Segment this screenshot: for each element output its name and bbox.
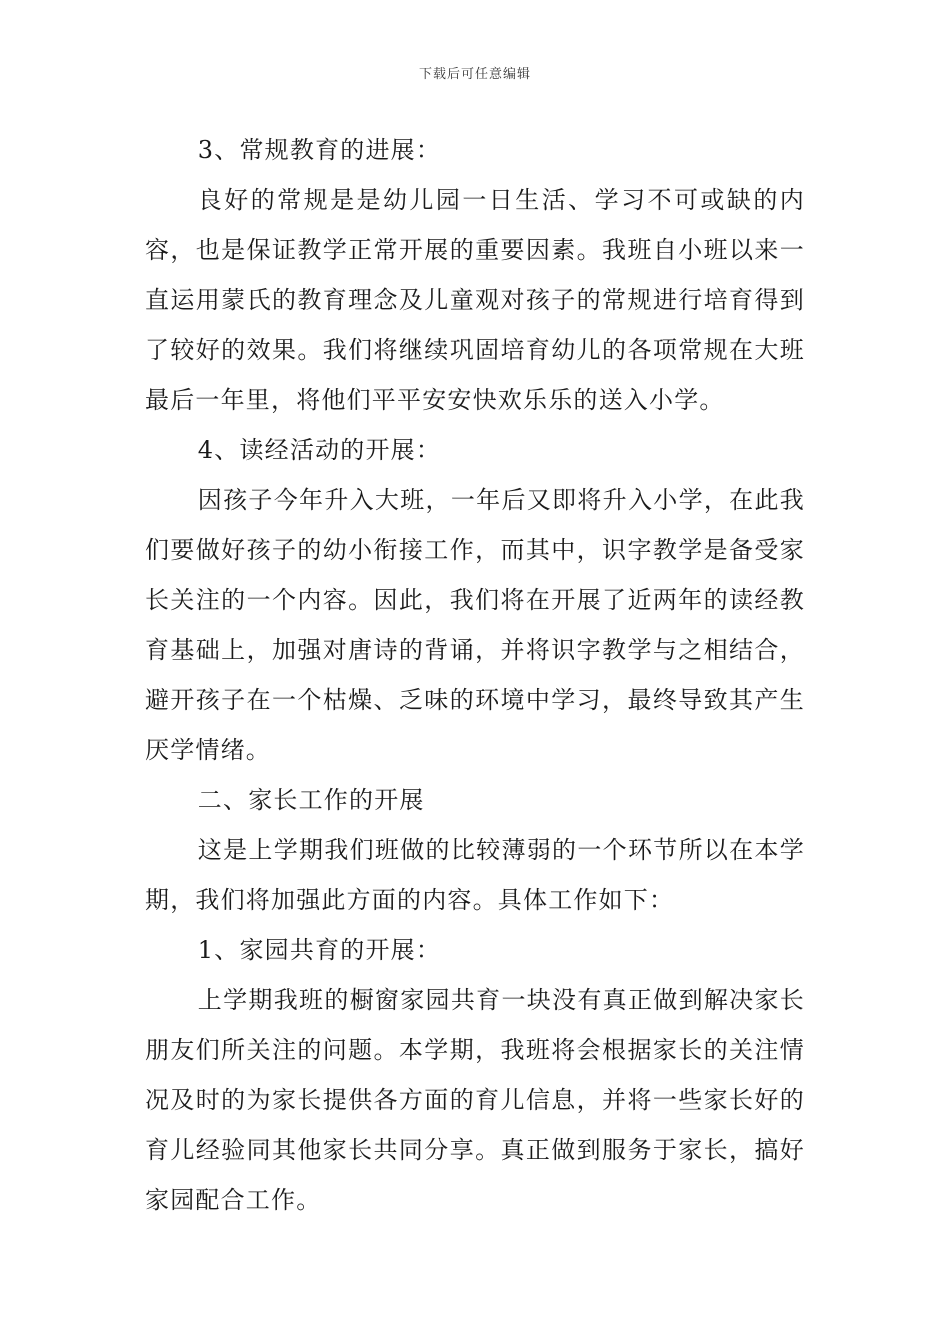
paragraph-parent-work-intro: 这是上学期我们班做的比较薄弱的一个环节所以在本学期，我们将加强此方面的内容。具体工作如下： [145,836,805,914]
paragraph-classics-reading: 因孩子今年升入大班，一年后又即将升入小学，在此我们要做好孩子的幼小衔接工作，而其中，识字教学是备受家长关注的一个内容。因此，我们将在开展了近两年的读经教育基础上，加强对唐诗的背诵，并将识字教学与之相结合，避开孩子在一个枯燥、乏味的环境中学习，最终导致其产生厌学情绪。 [145,486,805,764]
section-heading-routine-education: 3、常规教育的进展： [197,136,442,164]
paragraph-routine-education: 良好的常规是是幼儿园一日生活、学习不可或缺的内容，也是保证教学正常开展的重要因素。我班自小班以来一直运用蒙氏的教育理念及儿童观对孩子的常规进行培育得到了较好的效果。我们将继续巩固培育幼儿的各项常规在大班最后一年里，将他们平平安安快欢乐乐的送入小学。 [145,186,805,414]
section-heading-parent-work: 二、家长工作的开展 [197,786,425,814]
section-heading-home-school: 1、家园共育的开展： [197,936,442,964]
section-heading-classics-reading: 4、读经活动的开展： [197,436,442,464]
header-note: 下载后可任意编辑 [418,67,531,82]
document-body [145,125,805,1225]
paragraph-home-school: 上学期我班的橱窗家园共育一块没有真正做到解决家长朋友们所关注的问题。本学期，我班将会根据家长的关注情况及时的为家长提供各方面的育儿信息，并将一些家长好的育儿经验同其他家长共同分享。真正做到服务于家长，搞好家园配合工作。 [145,986,805,1214]
